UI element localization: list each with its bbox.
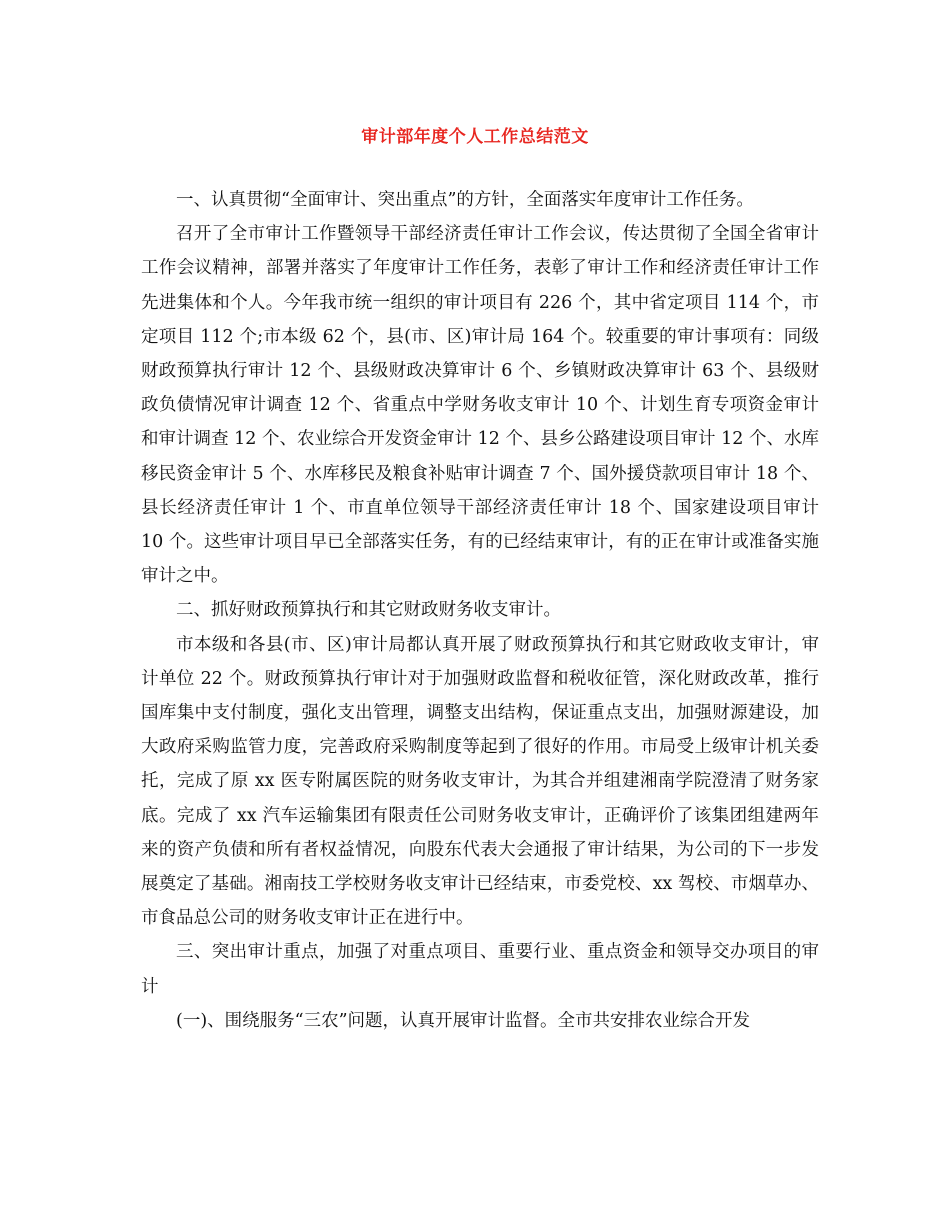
paragraph-5: 三、突出审计重点，加强了对重点项目、重要行业、重点资金和领导交办项目的审计 — [141, 942, 819, 997]
paragraph-6: (一)、围绕服务“三农”问题，认真开展审计监督。全市共安排农业综合开发 — [176, 1010, 751, 1031]
document-body — [141, 183, 819, 1038]
paragraph-4: 市本级和各县(市、区)审计局都认真开展了财政预算执行和其它财政收支审计，审计单位 22 个。财政预算执行审计对于加强财政监督和税收征管，深化财政改革，推行国库集中支付制度，强化支出管理，调整支出结构，保证重点支出，加强财源建设，加大政府采购监管力度，完善政府采购制度等起到了很好的作用。市局受上级审计机关委托，完成了原 xx 医专附属医院的财务收支审计，为其合并组建湘南学院澄清了财务家底。完成了 xx 汽车运输集团有限责任公司财务收支审计，正确评价了该集团组建两年来的资产负债和所有者权益情况，向股东代表大会通报了审计结果，为公司的下一步发展奠定了基础。湘南技工学校财务收支审计已经结束，市委党校、xx 驾校、市烟草办、市食品总公司的财务收支审计正在进行中。 — [141, 634, 819, 929]
paragraph-3: 二、抓好财政预算执行和其它财政财务收支审计。 — [176, 600, 561, 621]
paragraph-1: 一、认真贯彻“全面审计、突出重点”的方针，全面落实年度审计工作任务。 — [176, 190, 754, 210]
document-title: 审计部年度个人工作总结范文 — [361, 127, 589, 147]
paragraph-2: 召开了全市审计工作暨领导干部经济责任审计工作会议，传达贯彻了全国全省审计工作会议精神，部署并落实了年度审计工作任务，表彰了审计工作和经济责任审计工作先进集体和个人。今年我市统一组织的审计项目有 226 个，其中省定项目 114 个，市定项目 112 个;市本级 62 个，县(市、区)审计局 164 个。较重要的审计事项有：同级财政预算执行审计 12 个、县级财政决算审计 6 个、乡镇财政决算审计 63 个、县级财政负债情况审计调查 12 个、省重点中学财务收支审计 10 个、计划生育专项资金审计和审计调查 12 个、农业综合开发资金审计 12 个、县乡公路建设项目审计 12 个、水库移民资金审计 5 个、水库移民及粮食补贴审计调查 7 个、国外援贷款项目审计 18 个、县长经济责任审计 1 个、市直单位领导干部经济责任审计 18 个、国家建设项目审计 10 个。这些审计项目早已全部落实任务，有的已经结束审计，有的正在审计或准备实施审计之中。 — [141, 224, 819, 587]
